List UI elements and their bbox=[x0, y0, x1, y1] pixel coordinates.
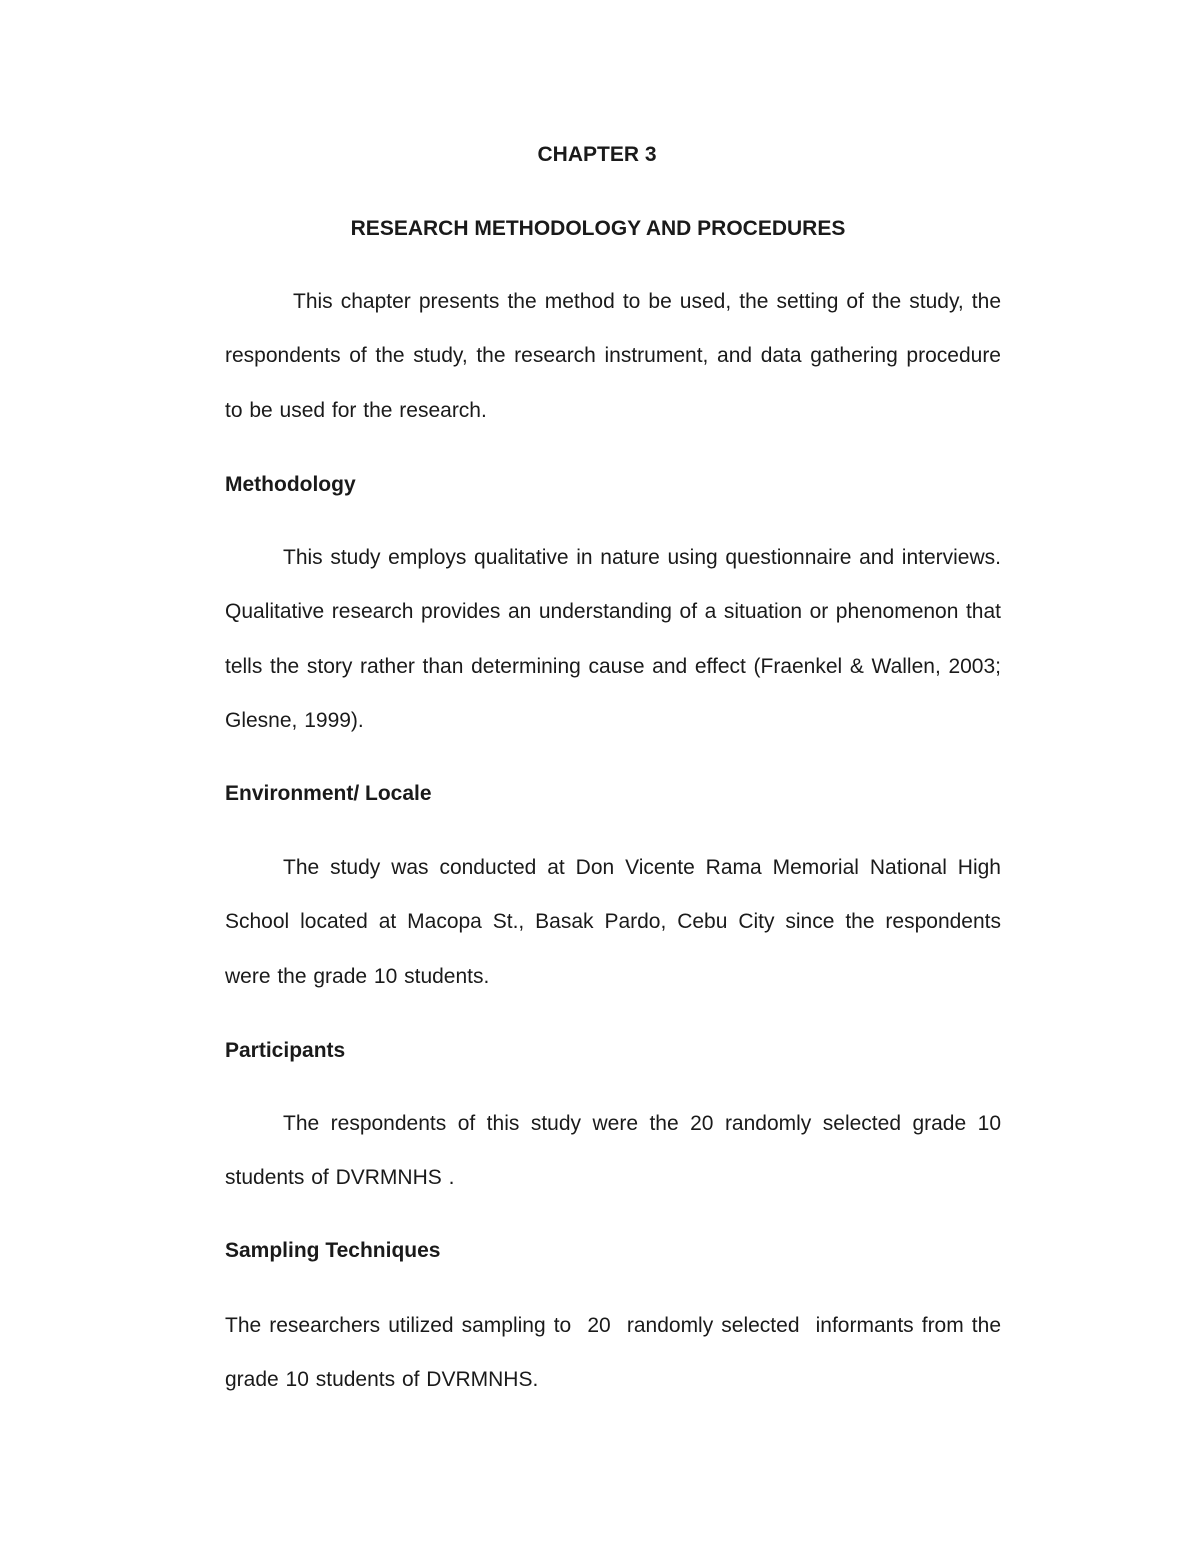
chapter-title: RESEARCH METHODOLOGY AND PROCEDURES bbox=[350, 217, 846, 240]
section-heading-sampling-techniques: Sampling Techniques bbox=[225, 1239, 441, 1262]
section-body-methodology: This study employs qualitative in nature using questionnaire and interviews. Qualitative research provides an understanding of a situation or phenomenon that tells the story rather than determining cause and effect (Fraenkel & Wallen, 2003; Glesne, 1999). bbox=[225, 546, 1001, 732]
section-heading-methodology: Methodology bbox=[225, 473, 356, 496]
intro-paragraph: This chapter presents the method to be used, the setting of the study, the respondents of the study, the research instrument, and data gathering procedure to be used for the research. bbox=[225, 290, 1001, 422]
section-body-sampling-techniques: The researchers utilized sampling to 20 randomly selected informants from the grade 10 students of DVRMNHS. bbox=[225, 1314, 1008, 1392]
chapter-label: CHAPTER 3 bbox=[537, 143, 657, 166]
section-heading-participants: Participants bbox=[225, 1039, 346, 1062]
section-body-environment-locale: The study was conducted at Don Vicente Rama Memorial National High School located at Macopa St., Basak Pardo, Cebu City since the respondents were the grade 10 students. bbox=[225, 856, 1001, 988]
section-heading-environment-locale: Environment/ Locale bbox=[225, 782, 432, 805]
section-body-participants: The respondents of this study were the 20 randomly selected grade 10 students of DVRMNHS . bbox=[225, 1112, 1001, 1190]
